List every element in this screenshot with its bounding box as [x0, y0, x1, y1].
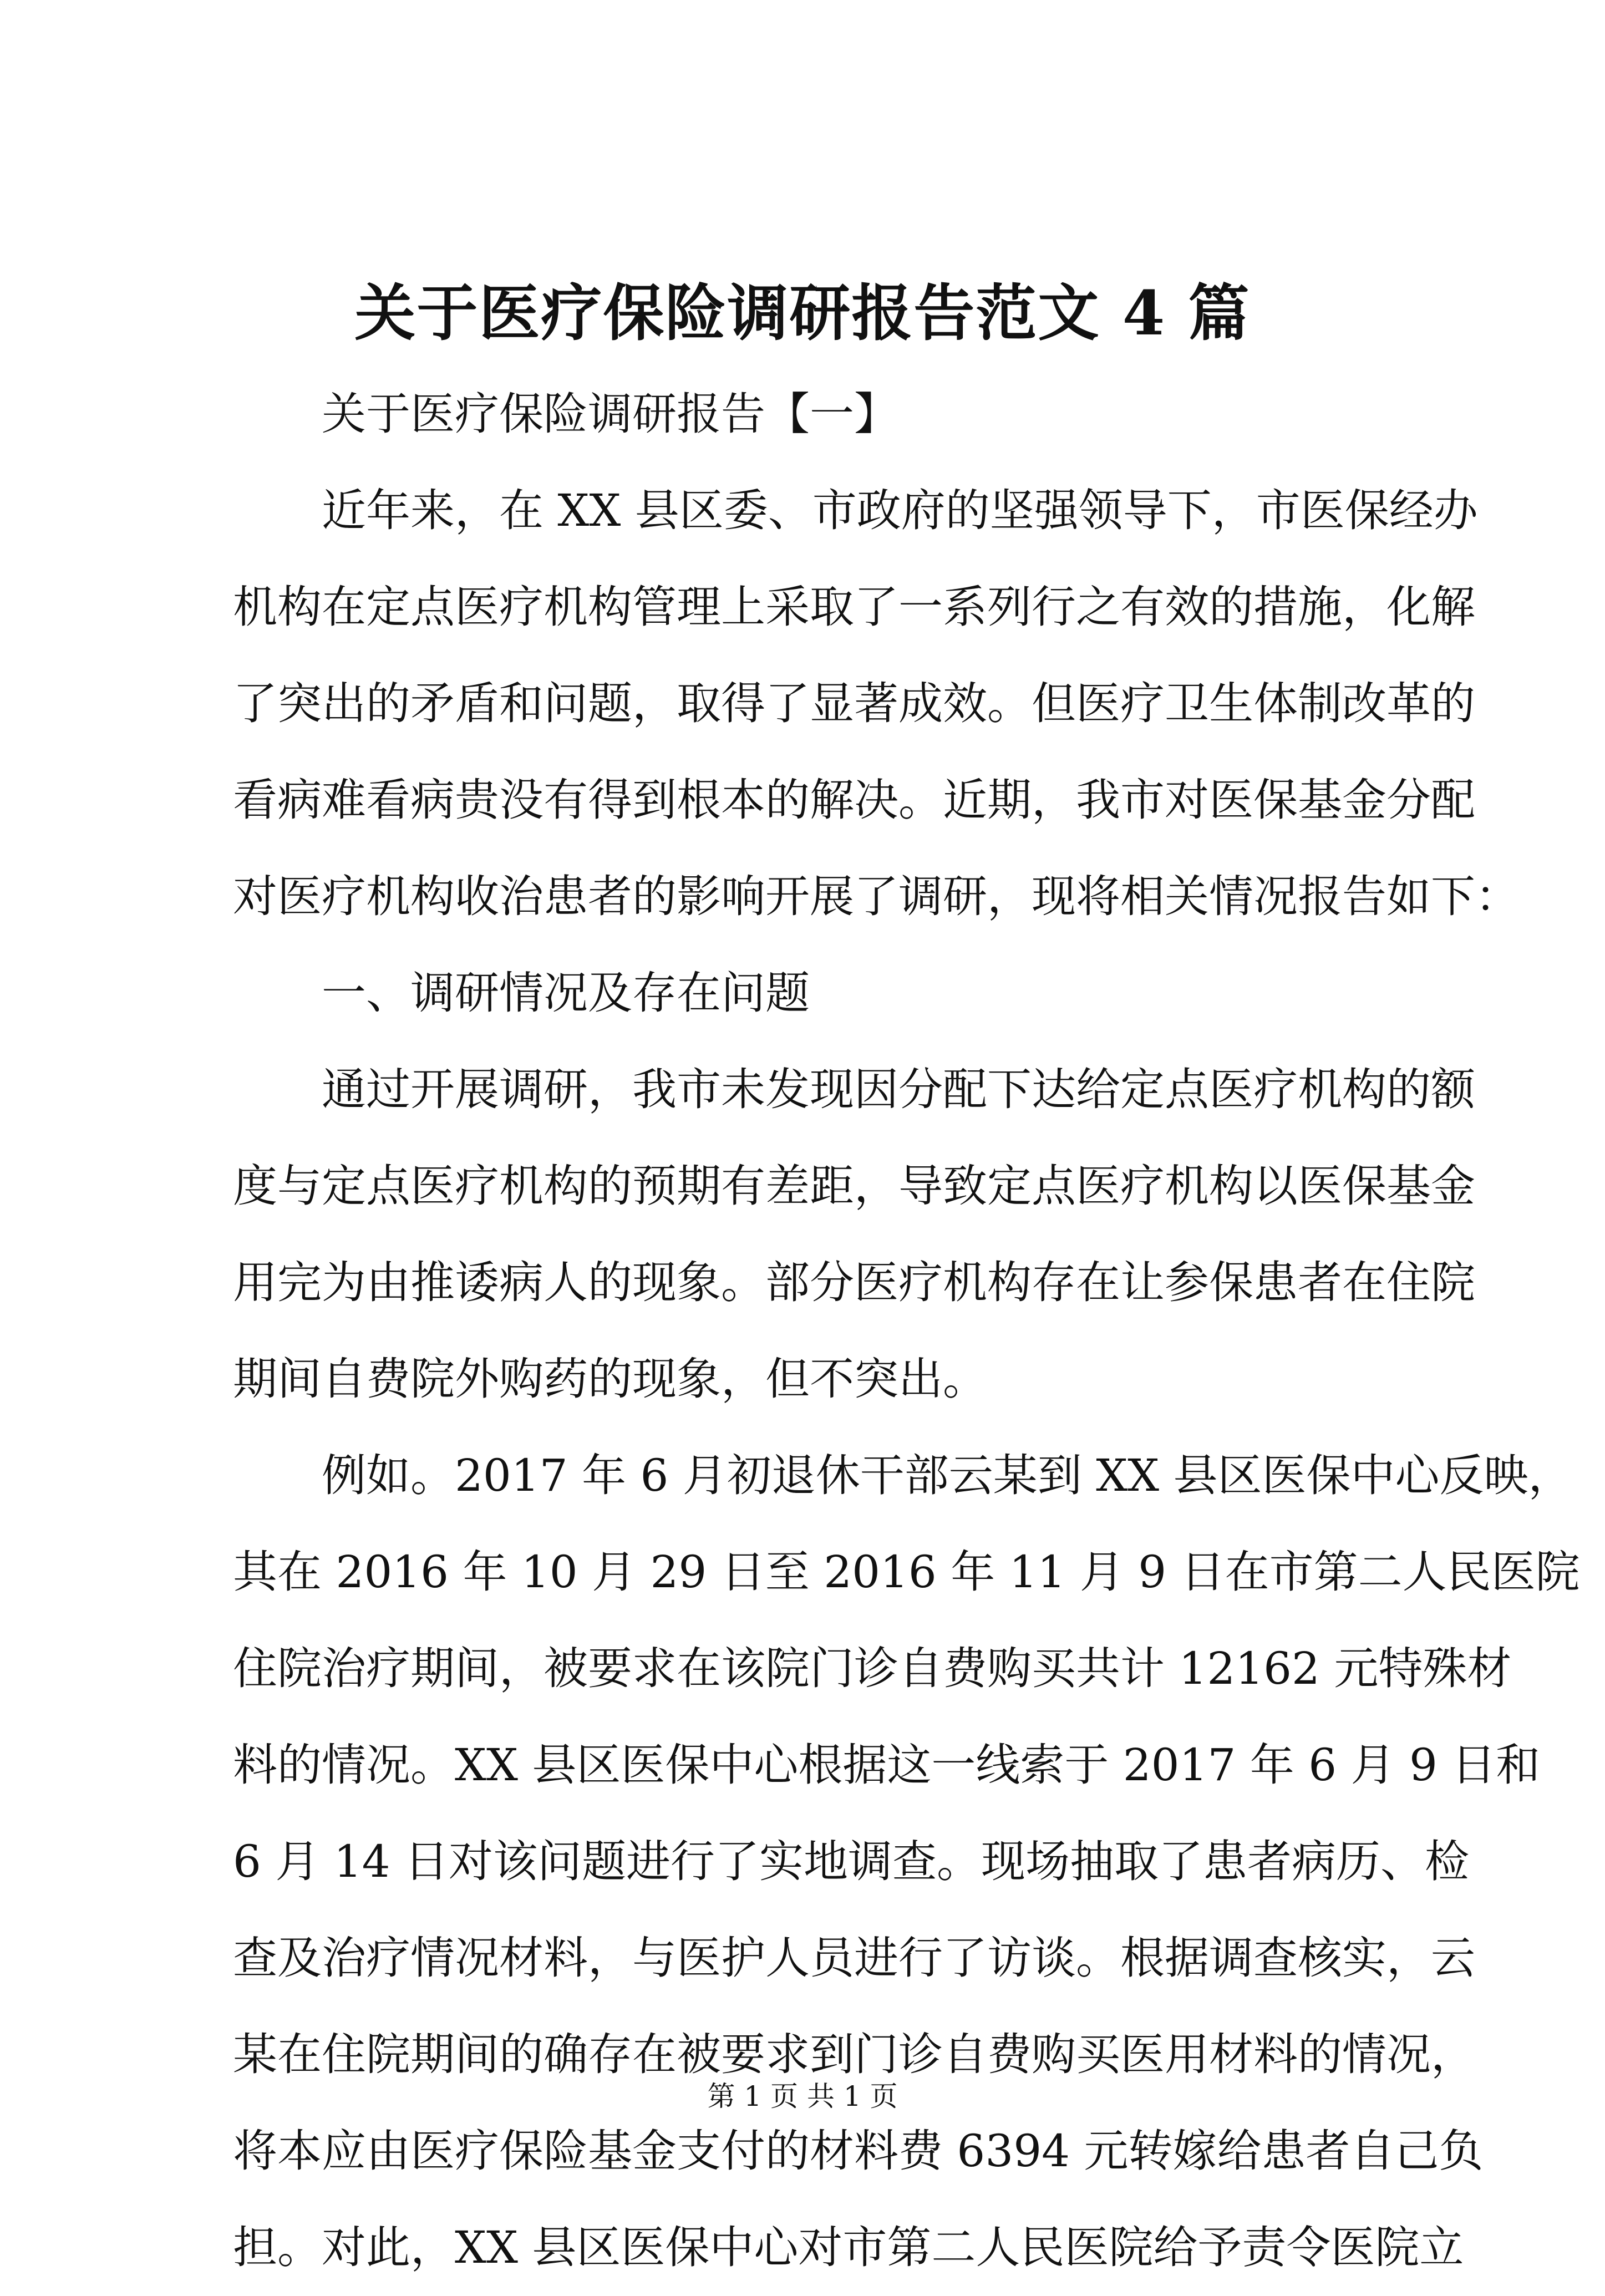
text-line: 担。对此，XX 县区医保中心对市第二人民医院给予责令医院立 — [233, 2222, 1464, 2273]
text-line: 机构在定点医疗机构管理上采取了一系列行之有效的措施，化解 — [233, 581, 1475, 633]
text-line: 看病难看病贵没有得到根本的解决。近期，我市对医保基金分配 — [233, 774, 1475, 826]
text-line: 通过开展调研，我市未发现因分配下达给定点医疗机构的额 — [322, 1064, 1475, 1115]
page-footer: 第 1 页 共 1 页 — [707, 2080, 898, 2112]
text-line: 对医疗机构收治患者的影响开展了调研，现将相关情况报告如下： — [233, 871, 1520, 922]
text-line: 其在 2016 年 10 月 29 日至 2016 年 11 月 9 日在市第二人民医院 — [233, 1546, 1580, 1598]
text-line: 用完为由推诿病人的现象。部分医疗机构存在让参保患者在住院 — [233, 1257, 1475, 1308]
text-line: 料的情况。XX 县区医保中心根据这一线索于 2017 年 6 月 9 日和 — [233, 1739, 1541, 1791]
text-line: 度与定点医疗机构的预期有差距，导致定点医疗机构以医保基金 — [233, 1160, 1475, 1212]
text-line: 了突出的矛盾和问题，取得了显著成效。但医疗卫生体制改革的 — [233, 678, 1475, 729]
text-line: 某在住院期间的确存在被要求到门诊自费购买医用材料的情况， — [233, 2029, 1475, 2080]
document-body — [233, 366, 1580, 2296]
text-line: 住院治疗期间，被要求在该院门诊自费购买共计 12162 元特殊材 — [233, 1643, 1512, 1694]
text-line: 例如。2017 年 6 月初退休干部云某到 XX 县区医保中心反映， — [322, 1450, 1573, 1501]
text-line: 期间自费院外购药的现象，但不突出。 — [233, 1353, 987, 1405]
text-line: 6 月 14 日对该问题进行了实地调查。现场抽取了患者病历、检 — [233, 1836, 1469, 1887]
document-title: 关于医疗保险调研报告范文 4 篇 — [354, 277, 1251, 349]
text-line: 一、调研情况及存在问题 — [322, 967, 810, 1019]
text-line: 关于医疗保险调研报告【一】 — [322, 388, 898, 440]
text-line: 查及治疗情况材料，与医护人员进行了访谈。根据调查核实，云 — [233, 1932, 1475, 1984]
text-line: 近年来，在 XX 县区委、市政府的坚强领导下，市医保经办 — [322, 485, 1478, 536]
text-line: 将本应由医疗保险基金支付的材料费 6394 元转嫁给患者自己负 — [233, 2125, 1484, 2177]
